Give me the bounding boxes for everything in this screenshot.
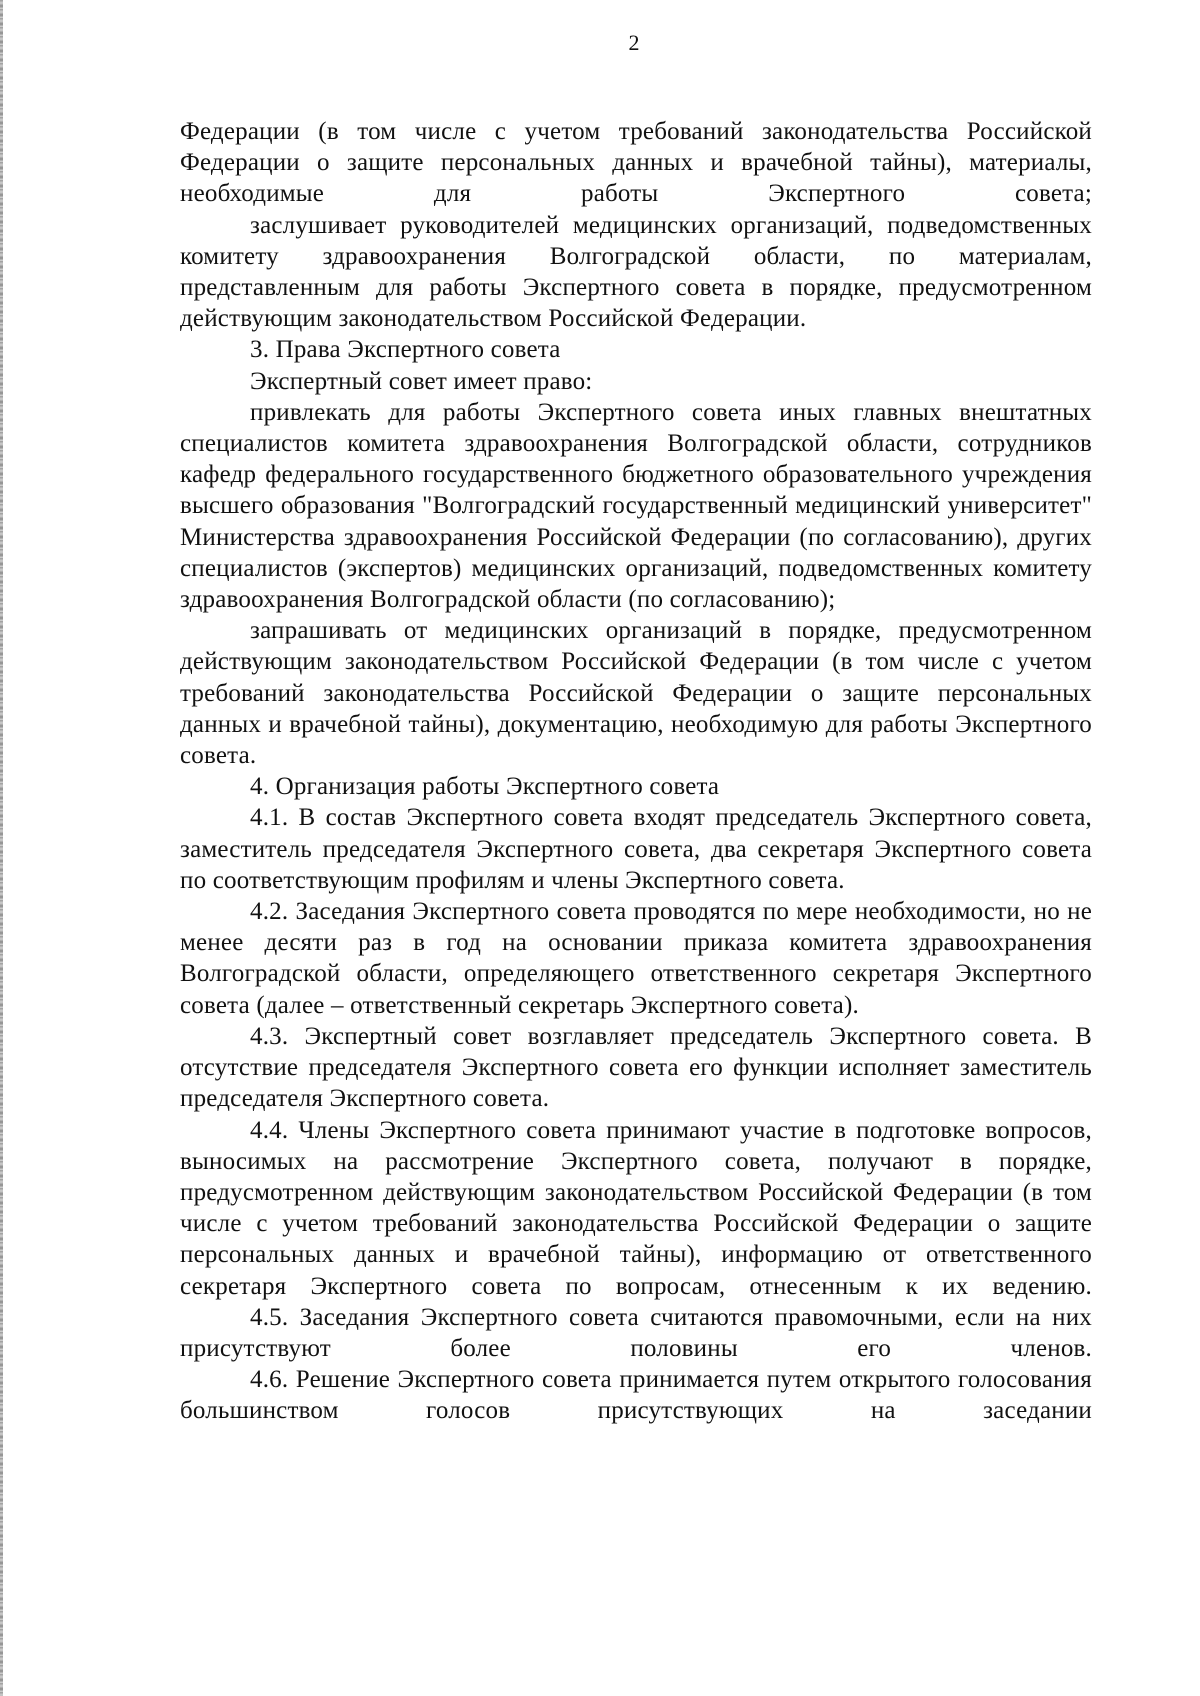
document-paragraph: 4.3. Экспертный совет возглавляет председатель Экспертного совета. В отсутствие председателя Экспертного совета его функции исполняет заместитель председателя Экспертного совета. xyxy=(180,1022,1092,1113)
document-paragraph: привлекать для работы Экспертного совета иных главных внештатных специалистов комитета здравоохранения Волгоградской области, сотрудников кафедр федерального государственного бюджетного образовательного учреждения высшего образования "Волгоградский государственный медицинский университет" Министерства здравоохранения Российской Федерации (по согласованию), других специалистов (экспертов) медицинских организаций, подведомственных комитету здравоохранения Волгоградской области (по согласованию); xyxy=(180,398,1092,614)
document-paragraph: Экспертный совет имеет право: xyxy=(250,367,593,395)
document-paragraph: 4.2. Заседания Экспертного совета проводятся по мере необходимости, но не менее десяти раз в год на основании приказа комитета здравоохранения Волгоградской области, определяющего ответственного секретаря Экспертного совета (далее – ответственный секретарь Экспертного совета). xyxy=(180,898,1092,1019)
document-paragraph: запрашивать от медицинских организаций в порядке, предусмотренном действующим законодательством Российской Федерации (в том числе с учетом требований законодательства Российской Федерации о защите персональных данных и врачебной тайны), документацию, необходимую для работы Экспертного совета. xyxy=(180,617,1092,770)
document-body xyxy=(180,116,1092,1427)
scan-edge xyxy=(0,0,3,1696)
document-paragraph: Федерации (в том числе с учетом требований законодательства Российской Федерации о защите персональных данных и врачебной тайны), материалы, необходимые для работы Экспертного совета; xyxy=(180,118,1092,208)
document-paragraph: 4.5. Заседания Экспертного совета считаются правомочными, если на них присутствуют более половины его членов. xyxy=(180,1303,1092,1362)
document-paragraph: заслушивает руководителей медицинских организаций, подведомственных комитету здравоохранения Волгоградской области, по материалам, представленным для работы Экспертного совета в порядке, предусмотренном действующим законодательством Российской Федерации. xyxy=(180,211,1092,333)
document-paragraph: 4.6. Решение Экспертного совета принимается путем открытого голосования большинством голосов присутствующих на заседании xyxy=(180,1366,1092,1425)
document-paragraph: 4. Организация работы Экспертного совета xyxy=(250,773,720,801)
document-paragraph: 3. Права Экспертного совета xyxy=(250,336,561,364)
page-number: 2 xyxy=(628,30,640,55)
document-paragraph: 4.1. В состав Экспертного совета входят председатель Экспертного совета, заместитель председателя Экспертного совета, два секретаря Экспертного совета по соответствующим профилям и члены Экспертного совета. xyxy=(180,804,1092,894)
document-paragraph: 4.4. Члены Экспертного совета принимают участие в подготовке вопросов, выносимых на рассмотрение Экспертного совета, получают в порядке, предусмотренном действующим законодательством Российской Федерации (в том числе с учетом требований законодательства Российской Федерации о защите персональных данных и врачебной тайны), информацию от ответственного секретаря Экспертного совета по вопросам, отнесенным к их ведению. xyxy=(180,1116,1092,1300)
